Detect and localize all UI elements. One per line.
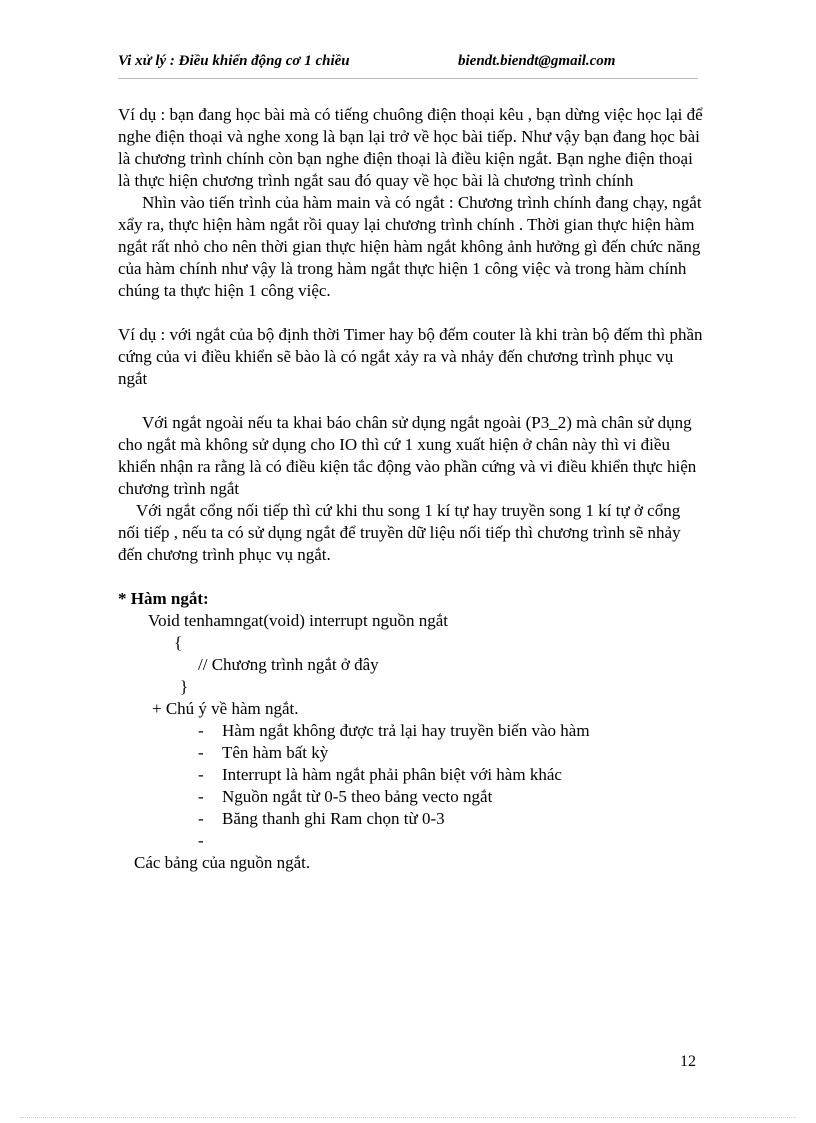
dash-bullet: - xyxy=(198,765,204,784)
code-signature: Void tenhamngat(void) interrupt nguồn ngắt xyxy=(148,611,448,630)
dash-bullet: - xyxy=(198,831,204,850)
paragraph-main-process: Nhìn vào tiến trình của hàm main và có ngắt : Chương trình chính đang chạy, ngắt xẩy ra, thực hiện hàm ngắt rồi quay lại chương trình chính . Thời gian thực hiện hàm ngắt rất nhỏ cho nên thời gian thực hiện hàm ngắt không ảnh hưởng gì đến chức năng của hàm chính như vậy là trong hàm ngắt thực hiện 1 công việc và trong hàm chính chúng ta thực hiện 1 công việc. xyxy=(118,193,702,300)
section-heading: * Hàm ngắt: xyxy=(118,589,209,608)
dash-bullet: - xyxy=(198,721,204,740)
header-divider xyxy=(118,78,698,79)
list-item xyxy=(118,808,703,830)
dash-bullet: - xyxy=(198,809,204,828)
spacer xyxy=(118,390,703,412)
code-open-brace: { xyxy=(174,633,183,652)
paragraph-external-interrupt: Với ngắt ngoài nếu ta khai báo chân sử dụng ngắt ngoài (P3_2) mà chân sử dụng cho ngắt mà không sử dụng cho IO thì cứ 1 xung xuất hiện ở chân này thì vi điều khiển nhận ra rằng là có điều kiện tắc động vào phần cứng và vi điều khiển thực hiện chương trình ngắt xyxy=(118,413,697,498)
list-item-text: Nguồn ngắt từ 0-5 theo bảng vecto ngắt xyxy=(222,787,493,806)
code-comment: // Chương trình ngắt ở đây xyxy=(198,655,379,674)
spacer xyxy=(118,302,703,324)
list-item-text: Interrupt là hàm ngắt phải phân biệt với hàm khác xyxy=(222,765,562,784)
header-email: biendt.biendt@gmail.com xyxy=(458,53,616,69)
list-item-text: Tên hàm bất kỳ xyxy=(222,743,329,762)
paragraph-serial-interrupt: Với ngắt cổng nối tiếp thì cứ khi thu song 1 kí tự hay truyền song 1 kí tự ở cổng nối tiếp , nếu ta có sử dụng ngắt để truyền dữ liệu nối tiếp thì chương trình sẽ nhảy đến chương trình phục vụ ngắt. xyxy=(118,501,681,564)
page-bottom-border xyxy=(20,1117,796,1118)
list-item-text: Băng thanh ghi Ram chọn từ 0-3 xyxy=(222,809,445,828)
paragraph-example-phone: Ví dụ : bạn đang học bài mà có tiếng chuông điện thoại kêu , bạn dừng việc học lại để nghe điện thoại và nghe xong là bạn lại trở về học bài tiếp. Như vậy bạn đang học bài là chương trình chính còn bạn nghe điện thoại là điều kiện ngắt. Bạn nghe điện thoại là thực hiện chương trình ngắt sau đó quay về học bài là chương trình chính xyxy=(118,105,703,190)
paragraph-example-timer: Ví dụ : với ngắt của bộ định thời Timer hay bộ đếm couter là khi tràn bộ đếm thì phần cứng của vi điều khiển sẽ bào là có ngắt xảy ra và nhảy đến chương trình phục vụ ngắt xyxy=(118,325,703,388)
notes-list xyxy=(118,720,703,852)
list-item xyxy=(118,742,703,764)
list-item xyxy=(118,720,703,742)
dash-bullet: - xyxy=(198,787,204,806)
list-item xyxy=(118,830,703,852)
notes-heading: + Chú ý về hàm ngắt. xyxy=(152,699,299,718)
list-item-text xyxy=(222,831,226,850)
dash-bullet: - xyxy=(198,743,204,762)
header-title: Vi xử lý : Điều khiển động cơ 1 chiều xyxy=(118,53,350,69)
list-item xyxy=(118,764,703,786)
code-close-brace: } xyxy=(180,677,189,696)
document-body xyxy=(118,104,703,874)
spacer xyxy=(118,566,703,588)
list-item-text: Hàm ngắt không được trả lại hay truyền biến vào hàm xyxy=(222,721,590,740)
page-number: 12 xyxy=(680,1053,696,1070)
list-item xyxy=(118,786,703,808)
tables-caption: Các bảng của nguồn ngắt. xyxy=(134,853,311,872)
